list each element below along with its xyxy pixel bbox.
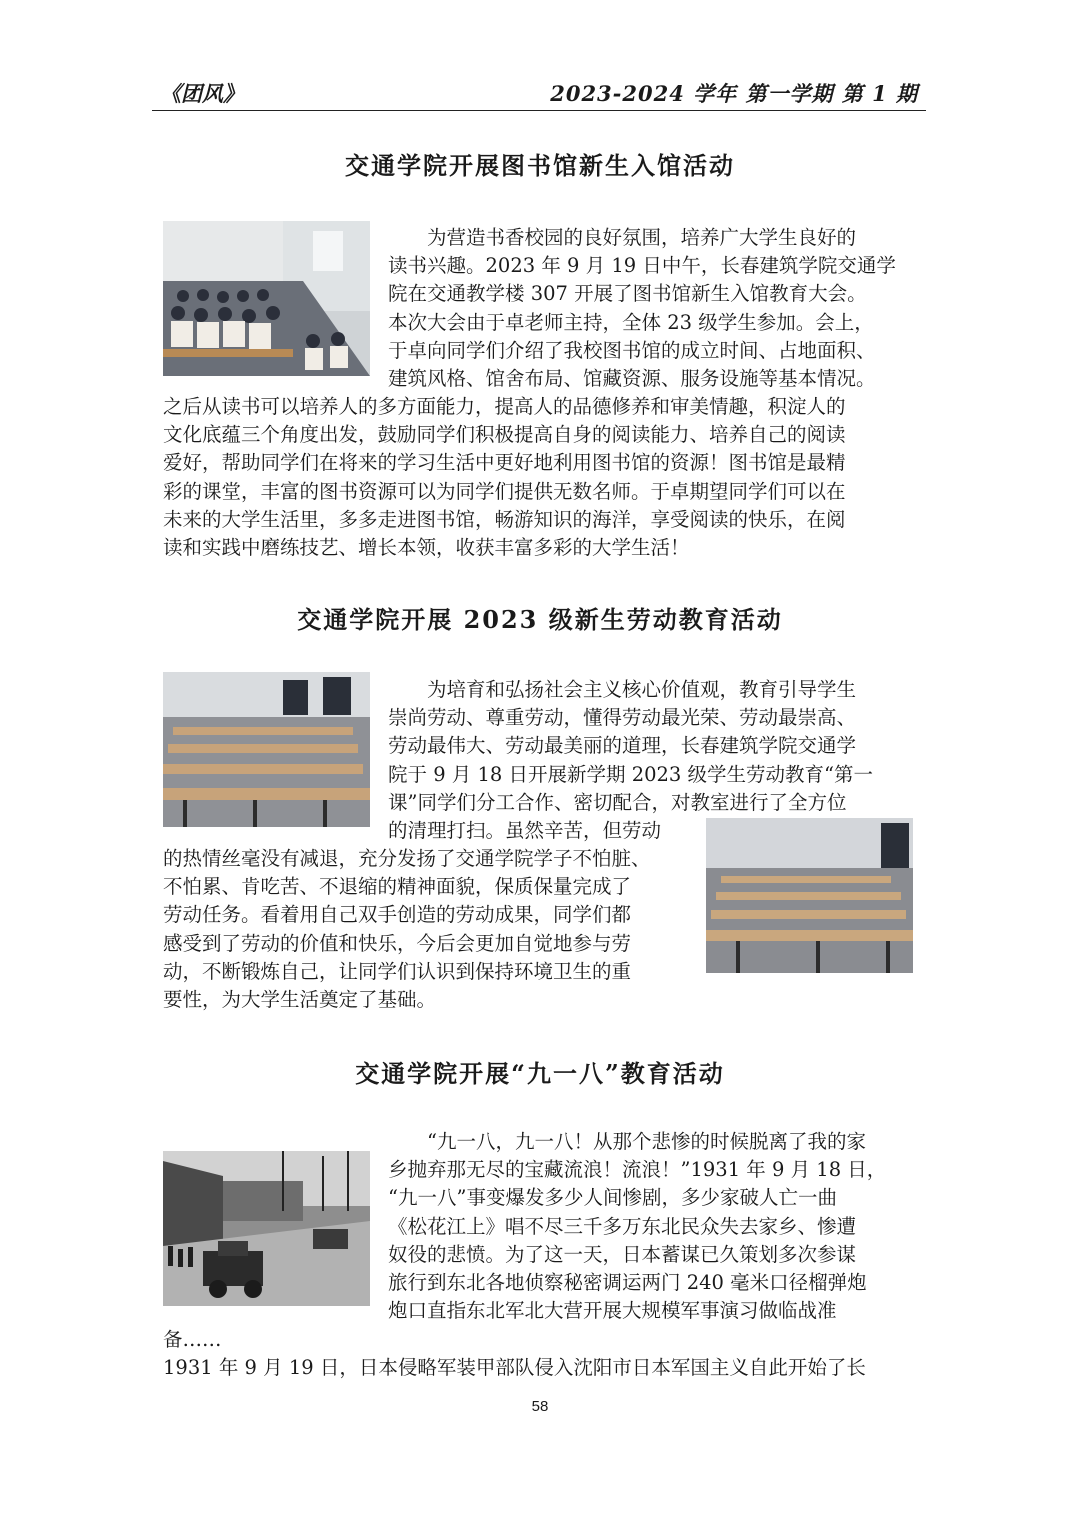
page-number: 58 [531, 1398, 549, 1415]
text-line: 于卓向同学们介绍了我校图书馆的成立时间、占地面积、 [388, 338, 876, 362]
text-line: 之后从读书可以培养人的多方面能力，提高人的品德修养和审美情趣，积淀人的 [163, 395, 846, 418]
header-rule [152, 110, 926, 111]
text-line: 读和实践中磨练技艺、增长本领，收获丰富多彩的大学生活！ [163, 536, 690, 560]
issue-info: 2023-2024 学年 第一学期 第 1 期 [550, 81, 918, 106]
article-3-title: 交通学院开展“九一八”教育活动 [355, 1059, 725, 1088]
article-1-title: 交通学院开展图书馆新生入馆活动 [345, 151, 735, 180]
text-line: 旅行到东北各地侦察秘密调运两门 240 毫米口径榴弹炮 [388, 1271, 867, 1295]
text-line: 崇尚劳动、尊重劳动，懂得劳动最光荣、劳动最崇高、 [388, 706, 857, 730]
text-line: 的清理打扫。虽然辛苦，但劳动 [388, 819, 662, 843]
article-1-full-text [163, 393, 916, 562]
text-line: 要性，为大学生活奠定了基础。 [163, 988, 437, 1012]
cleaned-classroom-photo [706, 818, 913, 973]
text-line: 《松花江上》唱不尽三千多万东北民众失去家乡、惨遭 [388, 1214, 857, 1238]
article-2-left-text [163, 845, 693, 1014]
text-line: “九一八，九一八！从那个悲惨的时候脱离了我的家 [388, 1130, 866, 1153]
text-line: 备…… [163, 1328, 222, 1351]
text-line: 院于 9 月 18 日开展新学期 2023 级学生劳动教育“第一 [388, 762, 874, 786]
text-line: 炮口直指东北军北大营开展大规模军事演习做临战准 [388, 1299, 837, 1323]
page-header [160, 76, 926, 110]
text-line: 建筑风格、馆舍布局、馆藏资源、服务设施等基本情况。 [388, 367, 876, 391]
article-1-wrap-text [388, 224, 916, 393]
article-3-wrap-text [388, 1128, 916, 1325]
text-line: 爱好，帮助同学们在将来的学习生活中更好地利用图书馆的资源！图书馆是最精 [163, 451, 846, 475]
publication-name: 《团风》 [160, 81, 244, 106]
text-line: 院在交通教学楼 307 开展了图书馆新生入馆教育大会。 [388, 282, 867, 306]
text-line: 为培育和弘扬社会主义核心价值观，教育引导学生 [388, 678, 857, 701]
text-line: 未来的大学生活里，多多走进图书馆，畅游知识的海洋，享受阅读的快乐，在阅 [163, 507, 846, 531]
text-line: 劳动最伟大、劳动最美丽的道理，长春建筑学院交通学 [388, 734, 857, 758]
historical-armored-vehicle-photo [163, 1151, 370, 1306]
text-line: 1931 年 9 月 19 日，日本侵略军装甲部队侵入沈阳市日本军国主义自此开始了长 [163, 1356, 866, 1380]
text-line: 彩的课堂，丰富的图书资源可以为同学们提供无数名师。于卓期望同学们可以在 [163, 479, 846, 503]
text-line: 感受到了劳动的价值和快乐，今后会更加自觉地参与劳 [163, 931, 632, 955]
text-line: 的热情丝毫没有减退，充分发扬了交通学院学子不怕脏、 [163, 847, 651, 870]
text-line: 奴役的悲愤。为了这一天，日本蓄谋已久策划多次参谋 [388, 1242, 857, 1266]
library-meeting-photo [163, 221, 370, 376]
text-line: 劳动任务。看着用自己双手创造的劳动成果，同学们都 [163, 903, 632, 927]
text-line: 文化底蕴三个角度出发，鼓励同学们积极提高自身的阅读能力、培养自己的阅读 [163, 423, 846, 447]
article-2-title: 交通学院开展 2023 级新生劳动教育活动 [297, 605, 783, 634]
text-line: 课”同学们分工合作、密切配合，对教室进行了全方位 [388, 790, 847, 814]
text-line: 动，不断锻炼自己，让同学们认识到保持环境卫生的重 [163, 959, 632, 983]
text-line: 为营造书香校园的良好氛围，培养广大学生良好的 [388, 226, 857, 249]
text-line: 不怕累、肯吃苦、不退缩的精神面貌，保质保量完成了 [163, 875, 632, 899]
article-3-full-text [163, 1326, 916, 1382]
text-line: 乡抛弃那无尽的宝藏流浪！流浪！”1931 年 9 月 18 日， [388, 1158, 887, 1182]
text-line: “九一八”事变爆发多少人间惨剧，多少家破人亡一曲 [388, 1186, 837, 1210]
classroom-desks-photo [163, 672, 370, 827]
text-line: 本次大会由于卓老师主持，全体 23 级学生参加。会上， [388, 310, 874, 334]
text-line: 读书兴趣。2023 年 9 月 19 日中午，长春建筑学院交通学 [388, 254, 896, 278]
